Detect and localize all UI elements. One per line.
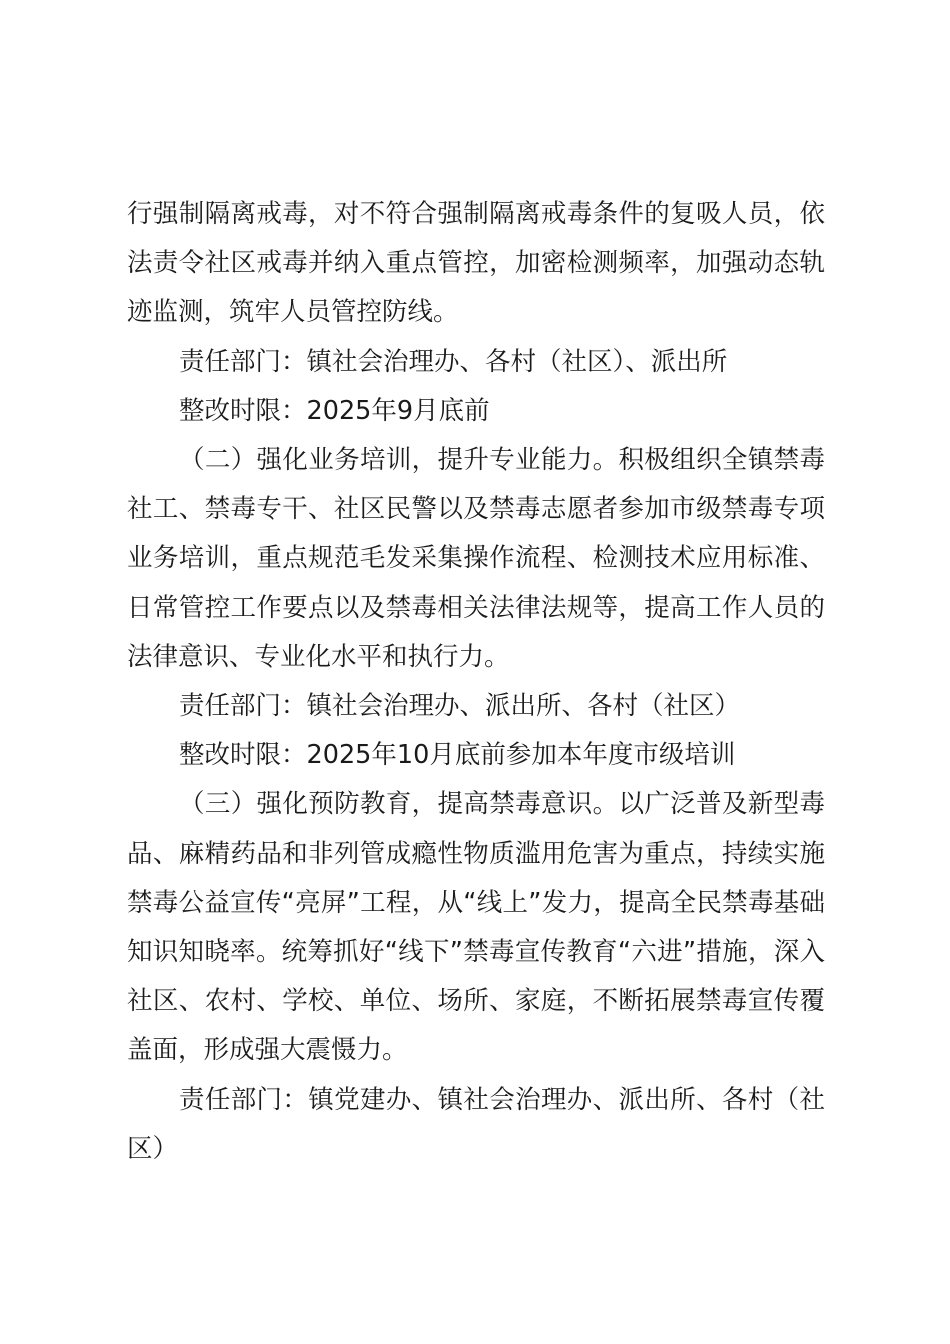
section-3-paragraph: （三）强化预防教育，提高禁毒意识。以广泛普及新型毒品、麻精药品和非列管成瘾性物质滥用危害为重点，持续实施禁毒公益宣传“亮屏”工程，从“线上”发力，提高全民禁毒基础知识知晓率。统筹抓好“线下”禁毒宣传教育“六进”措施，深入社区、农村、学校、单位、场所、家庭，不断拓展禁毒宣传覆盖面，形成强大震慑力。: [127, 789, 825, 1066]
responsible-department-2: 责任部门：镇社会治理办、派出所、各村（社区）: [179, 691, 741, 722]
responsible-department-3: 责任部门：镇党建办、镇社会治理办、派出所、各村（社区）: [127, 1084, 825, 1164]
paragraph-continuation: 行强制隔离戒毒，对不符合强制隔离戒毒条件的复吸人员，依法责令社区戒毒并纳入重点管控，加密检测频率，加强动态轨迹监测，筑牢人员管控防线。: [127, 199, 825, 328]
deadline-2: 整改时限：2025年10月底前参加本年度市级培训: [179, 740, 736, 771]
deadline-1: 整改时限：2025年9月底前: [179, 395, 490, 426]
responsible-department-1: 责任部门：镇社会治理办、各村（社区）、派出所: [179, 346, 728, 377]
document-body: [127, 190, 825, 1174]
section-2-paragraph: （二）强化业务培训，提升专业能力。积极组织全镇禁毒社工、禁毒专干、社区民警以及禁毒志愿者参加市级禁毒专项业务培训，重点规范毛发采集操作流程、检测技术应用标准、日常管控工作要点以及禁毒相关法律法规等，提高工作人员的法律意识、专业化水平和执行力。: [127, 445, 825, 672]
